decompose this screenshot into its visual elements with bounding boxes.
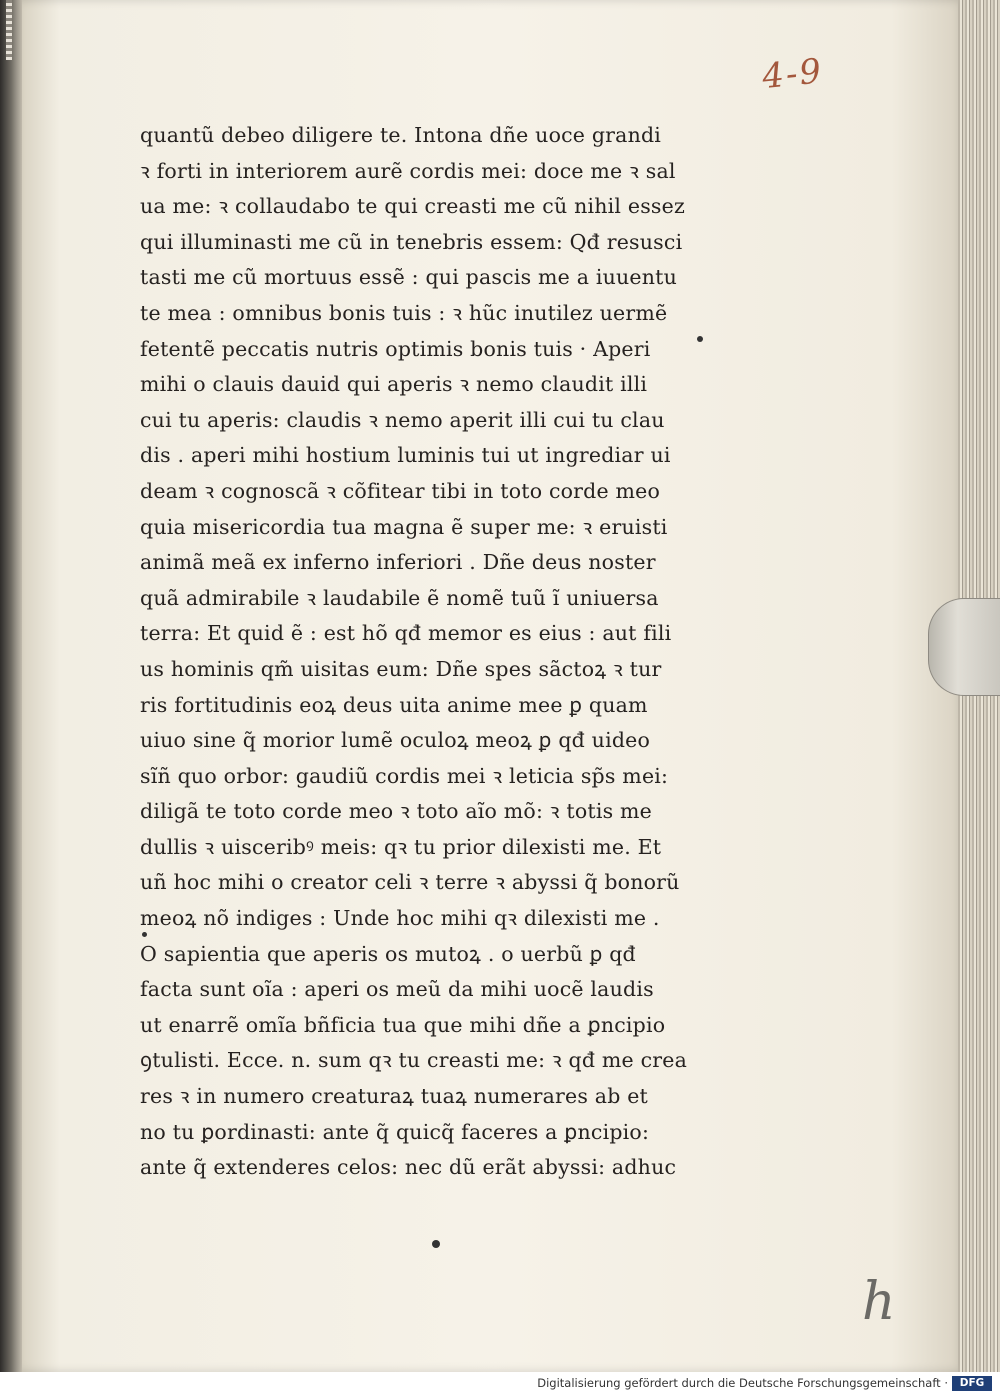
text-line: O sapientia que aperis os mutoꝝ . o uerbũ ꝑ qđ bbox=[140, 941, 636, 966]
text-line: te mea : omnibus bonis tuis : ꝛ hũc inutilez uermẽ bbox=[140, 300, 668, 325]
text-line: sĩñ quo orbor: gaudiũ cordis mei ꝛ leticia sp̃s mei: bbox=[140, 763, 669, 788]
text-line: cui tu aperis: claudis ꝛ nemo aperit illi cui tu clau bbox=[140, 407, 665, 432]
text-line: meoꝝ nõ indiges : Unde hoc mihi qꝛ dilexisti me . bbox=[140, 906, 660, 931]
text-line: qui illuminasti me cũ in tenebris essem: Qđ resusci bbox=[140, 229, 683, 254]
text-line: dullis ꝛ uisceribꝰ meis: qꝛ tu prior dilexisti me. Et bbox=[140, 834, 662, 859]
text-line: res ꝛ in numero creaturaꝝ tuaꝝ numerares ab et bbox=[140, 1084, 648, 1109]
margin-dot bbox=[697, 336, 703, 342]
text-line: fetentẽ peccatis nutris optimis bonis tuis · Aperi bbox=[140, 336, 651, 361]
book-binding bbox=[0, 0, 24, 1372]
text-line: us hominis qm̃ uisitas eum: Dñe spes sãctoꝝ ꝛ tur bbox=[140, 656, 662, 681]
text-line: quia misericordia tua magna ẽ super me: ꝛ eruisti bbox=[140, 514, 668, 539]
text-line: ua me: ꝛ collaudabo te qui creasti me cũ nihil essez bbox=[140, 194, 685, 219]
text-line: ut enarrẽ omĩa bñficia tua que mihi dñe a ꝑncipio bbox=[140, 1012, 666, 1037]
dfg-logo[interactable]: DFG bbox=[952, 1376, 992, 1391]
text-line: uiuo sine q̃ morior lumẽ oculoꝝ meoꝝ ꝑ qđ uideo bbox=[140, 728, 651, 753]
text-line: quantũ debeo diligere te. Intona dñe uoce grandi bbox=[140, 123, 662, 147]
margin-dot-left bbox=[142, 932, 147, 937]
text-line: tasti me cũ mortuus essẽ : qui pascis me a iuuentu bbox=[140, 265, 677, 290]
text-line: deam ꝛ cognoscã ꝛ cõfitear tibi in toto corde meo bbox=[140, 478, 661, 503]
text-line: quã admirabile ꝛ laudabile ẽ nomẽ tuũ ĩ uniuersa bbox=[140, 585, 659, 610]
text-line: dis . aperi mihi hostium luminis tui ut ingrediar ui bbox=[140, 443, 671, 468]
text-line: ante q̃ extenderes celos: nec dũ erãt abyssi: adhuc bbox=[140, 1155, 677, 1180]
text-line: facta sunt oĩa : aperi os meũ da mihi uocẽ laudis bbox=[140, 977, 654, 1002]
text-line: terra: Et quid ẽ : est hõ qđ memor es eius : aut fili bbox=[140, 621, 672, 646]
signature-mark: h bbox=[862, 1272, 896, 1332]
text-line: ꝛ forti in interiorem aurẽ cordis mei: doce me ꝛ sal bbox=[140, 158, 676, 183]
text-line: uñ hoc mihi o creator celi ꝛ terre ꝛ abyssi q̃ bonorũ bbox=[140, 870, 680, 895]
text-line: ris fortitudinis eoꝝ deus uita anime mee ꝑ quam bbox=[140, 692, 648, 717]
handwritten-folio-number: 4-9 bbox=[760, 51, 825, 98]
text-line: animã meã ex inferno inferiori . Dñe deus noster bbox=[140, 550, 656, 575]
book-clasp bbox=[928, 598, 1000, 696]
digitization-footer bbox=[0, 1372, 1000, 1395]
text-line: no tu ꝑordinasti: ante q̃ quicq̃ faceres a ꝑncipio: bbox=[140, 1119, 650, 1144]
text-line: mihi o clauis dauid qui aperis ꝛ nemo claudit illi bbox=[140, 372, 648, 397]
footer-credit: Digitalisierung gefördert durch die Deutsche Forschungsgemeinschaft · bbox=[537, 1376, 948, 1390]
page-dot bbox=[432, 1240, 440, 1248]
text-line: ꝯtulisti. Ecce. n. sum qꝛ tu creasti me: ꝛ qđ me crea bbox=[140, 1048, 688, 1073]
printed-text-block bbox=[140, 118, 700, 1186]
text-line: diligã te toto corde meo ꝛ toto aĩo mõ: ꝛ totis me bbox=[140, 799, 653, 824]
